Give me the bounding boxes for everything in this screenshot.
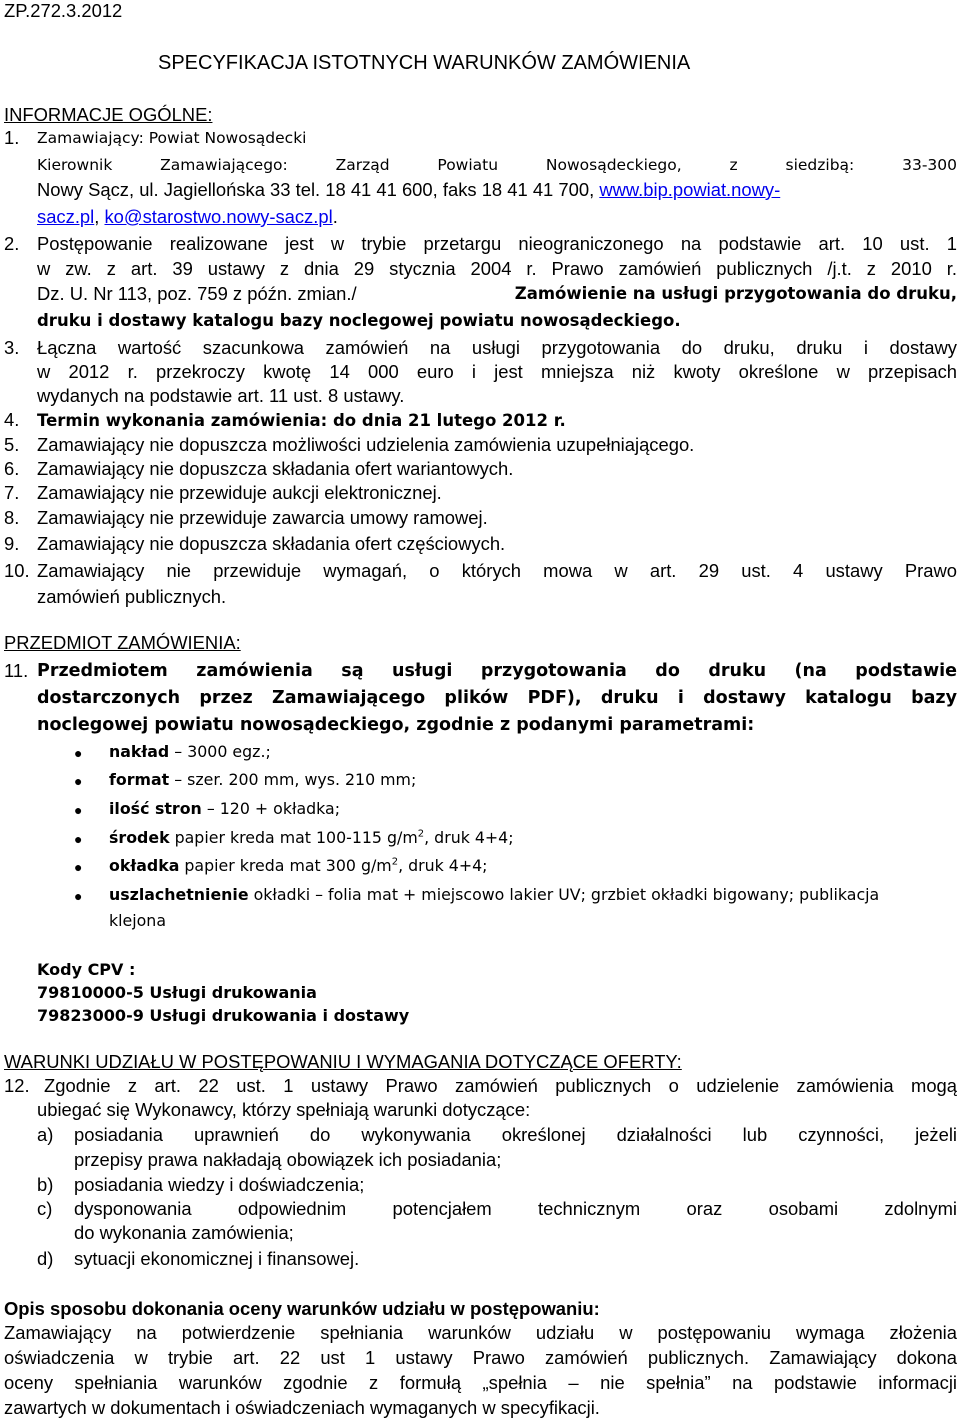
item-9-text: Zamawiający nie dopuszcza składania ofert częściowych. <box>37 533 506 554</box>
condition-d-line-1: sytuacji ekonomicznej i finansowej. <box>74 1248 360 1269</box>
item-1-line-3 <box>37 179 780 201</box>
item-4-text: Termin wykonania zamówienia: do dnia 21 lutego 2012 r. <box>37 411 566 430</box>
parameter-item-finish <box>109 884 879 906</box>
item-11-line-3: noclegowej powiatu nowosądeckiego, zgodnie z podanymi parametrami: <box>37 715 755 735</box>
parameter-item-finish-cont: klejona <box>109 911 167 930</box>
item-2-number: 2. <box>4 233 20 254</box>
item-2-subject: Zamówienie na usługi przygotowania do druku, <box>514 284 957 303</box>
bullet-icon: ● <box>74 773 83 789</box>
bullet-icon: ● <box>74 802 83 818</box>
item-2-line-4: druku i dostawy katalogu bazy noclegowej powiatu nowosądeckiego. <box>37 311 681 330</box>
cpv-code-1: 79810000-5 Usługi drukowania <box>37 983 317 1002</box>
superscript: 2 <box>391 856 399 868</box>
section-heading-conditions: WARUNKI UDZIAŁU W POSTĘPOWANIU I WYMAGANIA DOTYCZĄCE OFERTY: <box>4 1051 682 1072</box>
parameter-label: okładka <box>109 856 180 875</box>
period: . <box>332 206 338 227</box>
parameter-label: środek <box>109 828 170 847</box>
bullet-icon: ● <box>74 859 83 875</box>
parameter-item-nakład <box>109 741 271 763</box>
parameter-value: papier kreda mat 100-115 g/m <box>169 828 418 847</box>
condition-a-line-2: przepisy prawa nakładają obowiązek ich posiadania; <box>74 1149 502 1170</box>
item-6-text: Zamawiający nie dopuszcza składania ofert wariantowych. <box>37 458 514 479</box>
condition-b-line-1: posiadania wiedzy i doświadczenia; <box>74 1174 365 1195</box>
parameter-value: okładki – folia mat + miejscowo lakier UV; grzbiet okładki bigowany; publikacja <box>248 885 880 904</box>
condition-b-letter: b) <box>37 1174 54 1195</box>
item-11-line-2: dostarczonych przez Zamawiającego plików PDF), druku i dostawy katalogu bazy <box>37 688 957 708</box>
bullet-icon: ● <box>74 831 83 847</box>
item-5-text: Zamawiający nie dopuszcza możliwości udzielenia zamówienia uzupełniającego. <box>37 434 695 455</box>
item-10-line-1: Zamawiający nie przewiduje wymagań, o których mowa w art. 29 ust. 4 ustawy Prawo <box>37 560 957 581</box>
condition-c-line-2: do wykonania zamówienia; <box>74 1222 294 1243</box>
parameter-value: – 120 + okładka; <box>201 799 341 818</box>
item-1-contact: Nowy Sącz, ul. Jagiellońska 33 tel. 18 41 41 600, faks 18 41 41 700, <box>37 179 600 200</box>
item-8-text: Zamawiający nie przewiduje zawarcia umowy ramowej. <box>37 507 488 528</box>
section-heading-general: INFORMACJE OGÓLNE: <box>4 104 213 125</box>
separator: , <box>94 206 105 227</box>
parameter-item-pages <box>109 798 340 820</box>
parameter-value-tail: , druk 4+4; <box>424 828 514 847</box>
item-7-number: 7. <box>4 482 20 503</box>
parameter-value: – szer. 200 mm, wys. 210 mm; <box>169 770 417 789</box>
item-2-line-1: Postępowanie realizowane jest w trybie przetargu nieograniczonego na podstawie art. 10 ust. 1 <box>37 233 957 254</box>
item-6-number: 6. <box>4 458 20 479</box>
item-11-line-1: Przedmiotem zamówienia są usługi przygotowania do druku (na podstawie <box>37 661 957 681</box>
item-1-number: 1. <box>4 127 20 148</box>
parameter-label: format <box>109 770 170 789</box>
parameter-label: ilość stron <box>109 799 202 818</box>
assessment-heading: Opis sposobu dokonania oceny warunków udziału w postępowaniu: <box>4 1298 600 1319</box>
superscript: 2 <box>417 828 425 840</box>
cpv-heading: Kody CPV : <box>37 960 136 979</box>
item-10-number: 10. <box>4 560 30 581</box>
item-10-line-2: zamówień publicznych. <box>37 586 227 607</box>
bullet-icon: ● <box>74 888 83 904</box>
assessment-line-1: Zamawiający na potwierdzenie spełniania warunków udziału w postępowaniu wymaga złożenia <box>4 1322 957 1343</box>
item-8-number: 8. <box>4 507 20 528</box>
parameter-item-inner <box>109 827 514 849</box>
item-3-line-2: w 2012 r. przekroczy kwotę 14 000 euro i jest mniejsza niż kwoty określone w przepisach <box>37 361 957 382</box>
cpv-code-2: 79823000-9 Usługi drukowania i dostawy <box>37 1006 410 1025</box>
item-9-number: 9. <box>4 533 20 554</box>
condition-c-line-1: dysponowania odpowiednim potencjałem technicznym oraz osobami zdolnymi <box>74 1198 957 1219</box>
email-link[interactable]: ko@starostwo.nowy-sacz.pl <box>104 206 333 227</box>
item-2-line-3 <box>37 283 957 305</box>
bip-website-link[interactable]: www.bip.powiat.nowy- <box>599 179 781 200</box>
assessment-line-2: oświadczenia w trybie art. 22 ust 1 ustawy Prawo zamówień publicznych. Zamawiający dokona <box>4 1347 957 1368</box>
parameter-value: papier kreda mat 300 g/m <box>179 856 392 875</box>
item-4-number: 4. <box>4 409 20 430</box>
bip-website-link-cont[interactable]: sacz.pl <box>37 206 95 227</box>
item-3-line-3: wydanych na podstawie art. 11 ust. 8 ustawy. <box>37 385 405 406</box>
item-2-line-2: w zw. z art. 39 ustawy z dnia 29 stycznia 2004 r. Prawo zamówień publicznych /j.t. z 2010 r. <box>37 258 957 279</box>
condition-c-letter: c) <box>37 1198 53 1219</box>
parameter-label: uszlachetnienie <box>109 885 249 904</box>
document-title: SPECYFIKACJA ISTOTNYCH WARUNKÓW ZAMÓWIENIA <box>158 52 691 74</box>
item-7-text: Zamawiający nie przewiduje aukcji elektronicznej. <box>37 482 442 503</box>
item-1-line-4 <box>37 206 338 228</box>
item-5-number: 5. <box>4 434 20 455</box>
item-3-number: 3. <box>4 337 20 358</box>
item-12-number: 12. <box>4 1075 30 1096</box>
parameter-value-tail: , druk 4+4; <box>398 856 488 875</box>
item-12-line-1: Zgodnie z art. 22 ust. 1 ustawy Prawo zamówień publicznych o udzielenie zamówienia mogą <box>44 1075 957 1096</box>
condition-a-line-1: posiadania uprawnień do wykonywania określonej działalności lub czynności, jeżeli <box>74 1124 957 1145</box>
bullet-icon: ● <box>74 745 83 761</box>
item-1-line-1: Zamawiający: Powiat Nowosądecki <box>37 129 307 147</box>
document-reference: ZP.272.3.2012 <box>4 0 123 21</box>
parameter-item-cover <box>109 855 487 877</box>
parameter-label: nakład <box>109 742 170 761</box>
assessment-line-3: oceny spełniania warunków zgodnie z formułą „spełnia – nie spełnia” na podstawie informacji <box>4 1372 957 1393</box>
parameter-item-format <box>109 769 416 791</box>
item-1-line-2: Kierownik Zamawiającego: Zarząd Powiatu Nowosądeckiego, z siedzibą: 33-300 <box>37 156 957 174</box>
condition-d-letter: d) <box>37 1248 54 1269</box>
assessment-line-4: zawartych w dokumentach i oświadczeniach wymaganych w specyfikacji. <box>4 1397 600 1418</box>
condition-a-letter: a) <box>37 1124 54 1145</box>
item-11-number: 11. <box>4 660 29 681</box>
parameter-value: – 3000 egz.; <box>169 742 271 761</box>
item-12-line-2: ubiegać się Wykonawcy, którzy spełniają warunki dotyczące: <box>37 1099 531 1120</box>
section-heading-subject: PRZEDMIOT ZAMÓWIENIA: <box>4 632 241 653</box>
item-3-line-1: Łączna wartość szacunkowa zamówień na usługi przygotowania do druku, druku i dostawy <box>37 337 957 358</box>
item-2-legal-ref: Dz. U. Nr 113, poz. 759 z późn. zmian./ <box>37 283 357 304</box>
